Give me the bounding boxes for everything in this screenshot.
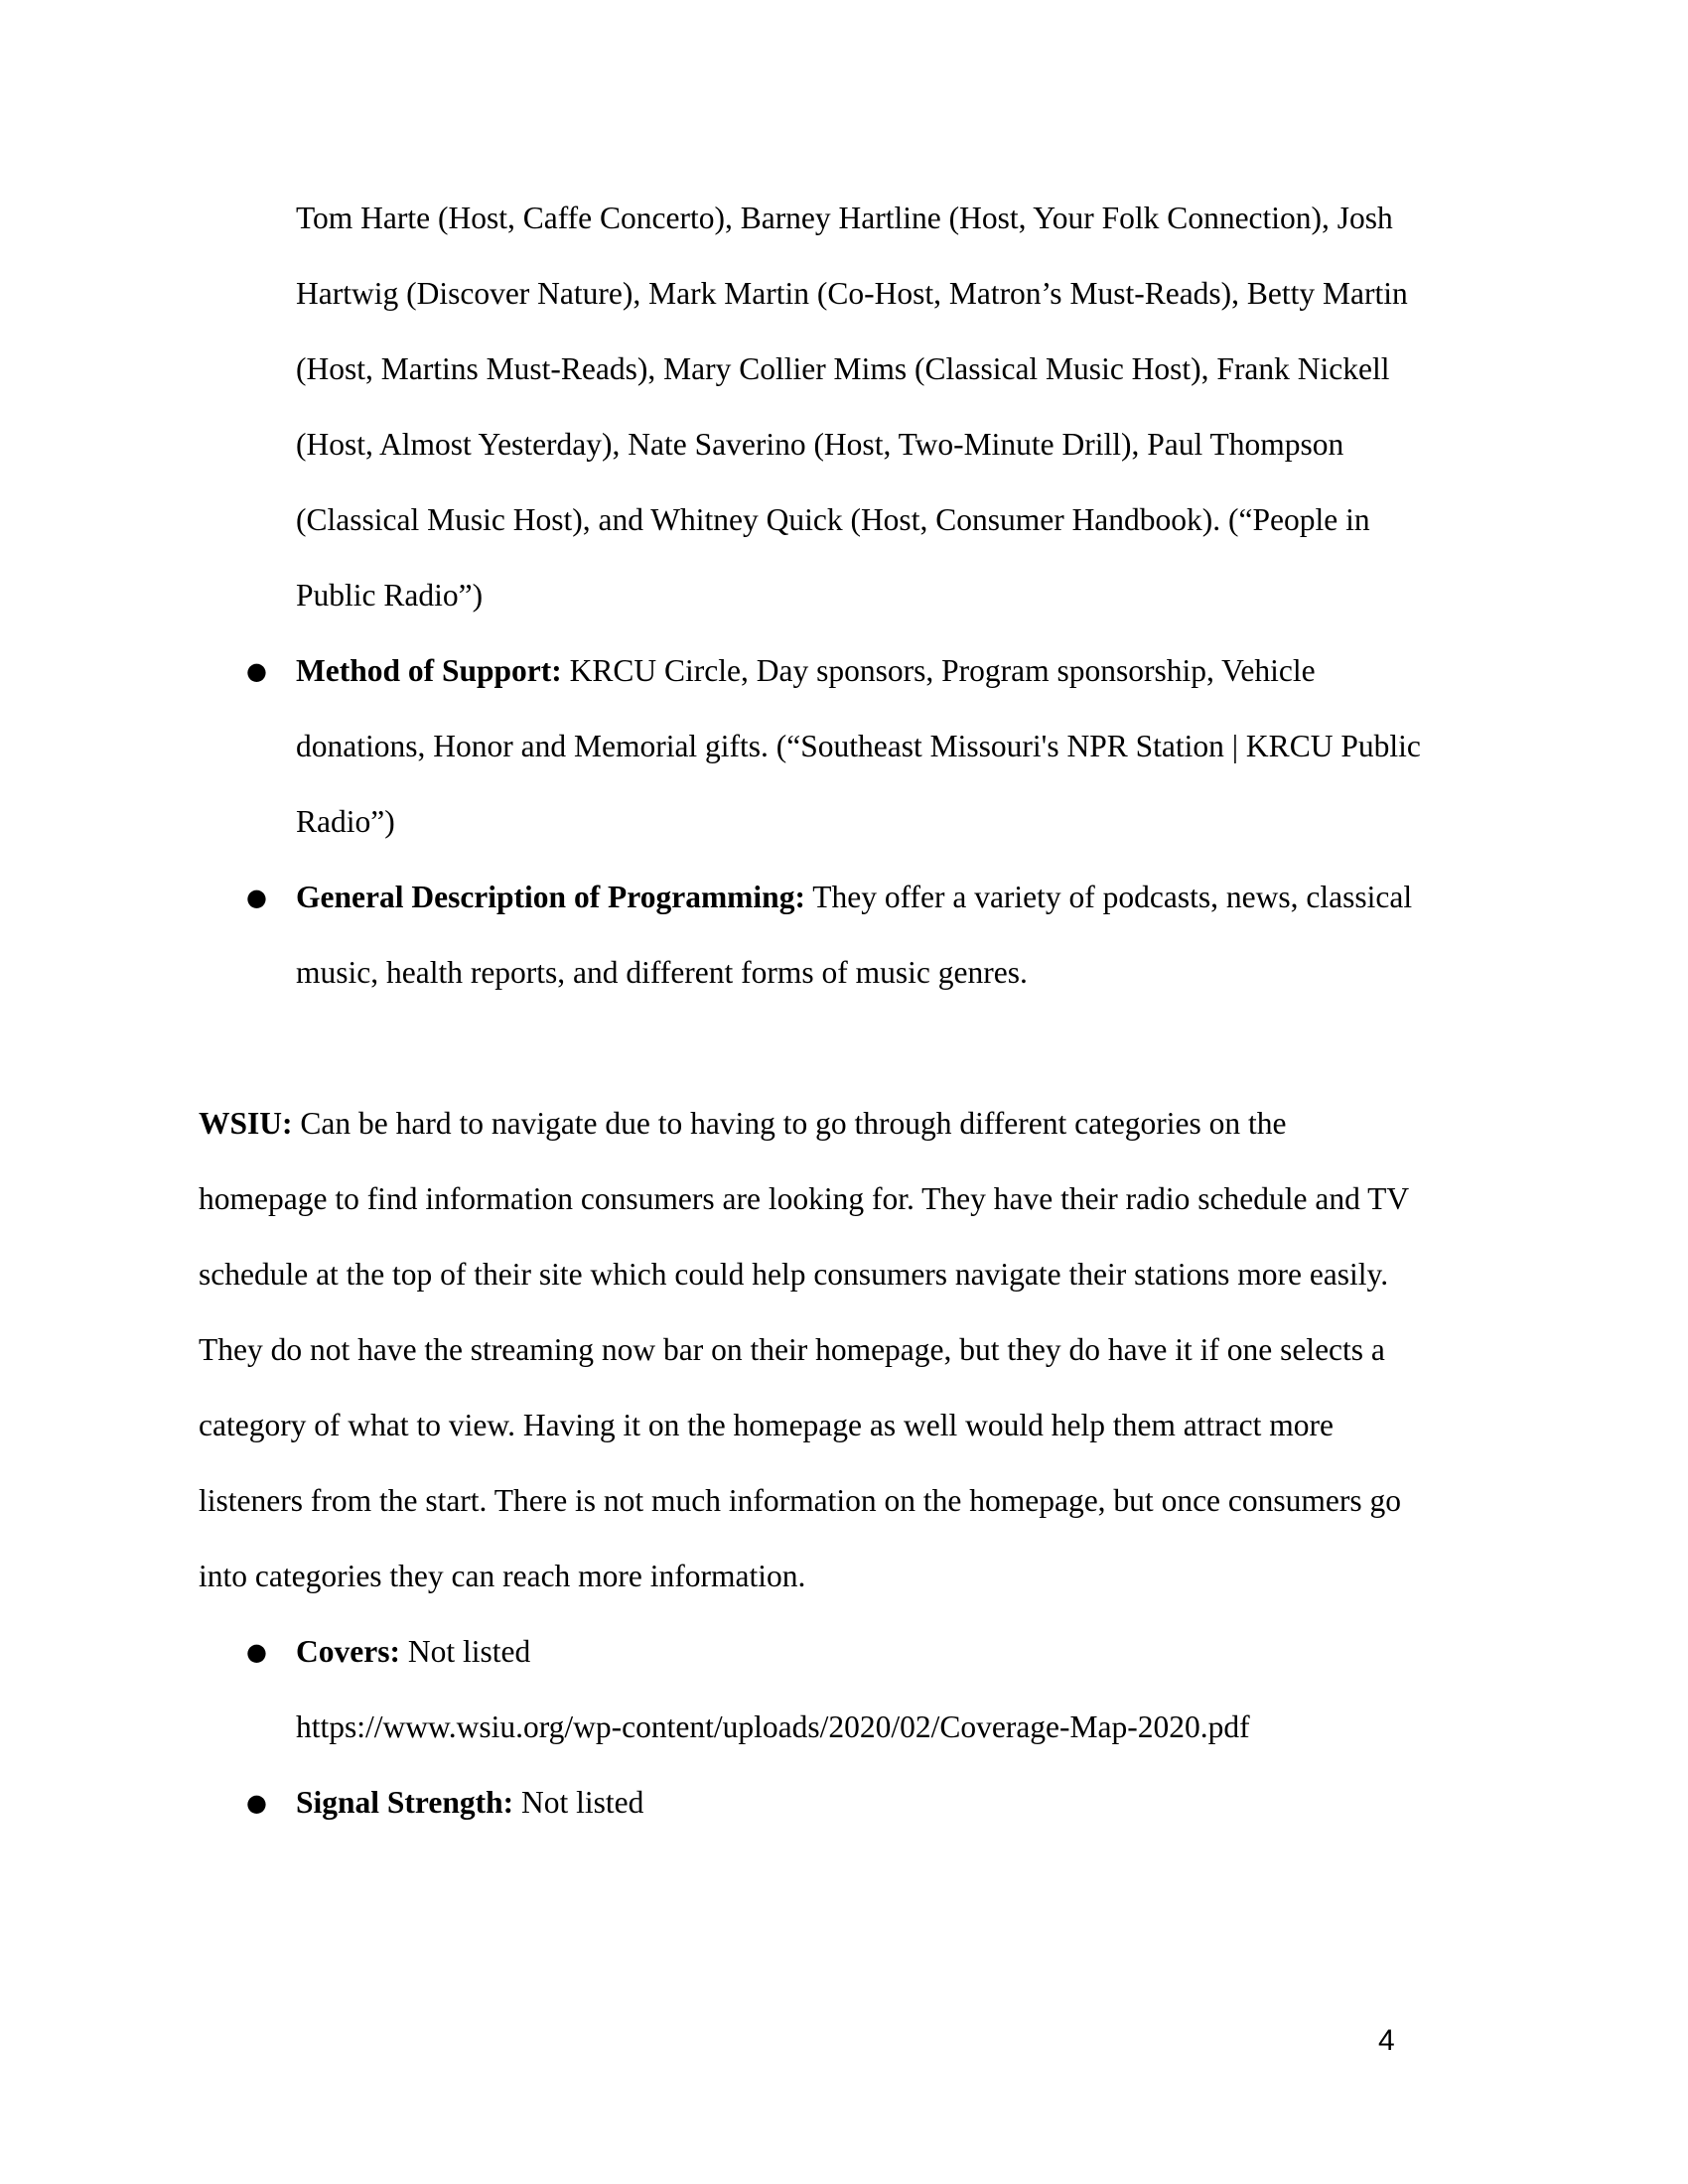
bullet-label: Method of Support:	[296, 653, 562, 688]
bullet-text-line: Radio”)	[296, 804, 395, 839]
bullet-item-signal-strength	[296, 1783, 643, 1823]
bullet-text: Not listed	[513, 1785, 644, 1820]
bullet-item-covers	[296, 1632, 530, 1672]
wsiu-paragraph-line: into categories they can reach more information.	[199, 1559, 806, 1593]
bullet-item-programming	[296, 878, 1412, 917]
wsiu-paragraph-line: schedule at the top of their site which could help consumers navigate their stations more easily.	[199, 1257, 1389, 1292]
paragraph-line: (Host, Martins Must-Reads), Mary Collier Mims (Classical Music Host), Frank Nickell	[296, 351, 1390, 386]
paragraph-line: (Host, Almost Yesterday), Nate Saverino (Host, Two-Minute Drill), Paul Thompson	[296, 427, 1344, 462]
bullet-item-method-of-support	[296, 651, 1316, 691]
bullet-marker: ●	[246, 1638, 267, 1666]
bullet-label: General Description of Programming:	[296, 880, 805, 914]
wsiu-paragraph-line: They do not have the streaming now bar on their homepage, but they do have it if one selects a	[199, 1332, 1385, 1367]
wsiu-paragraph-line: homepage to find information consumers are looking for. They have their radio schedule and TV	[199, 1181, 1410, 1216]
bullet-marker: ●	[246, 1789, 267, 1817]
page-number: 4	[1378, 2024, 1395, 2057]
paragraph-line: Tom Harte (Host, Caffe Concerto), Barney Hartline (Host, Your Folk Connection), Josh	[296, 201, 1393, 235]
bullet-label: Signal Strength:	[296, 1785, 514, 1820]
bullet-label: Covers:	[296, 1634, 400, 1669]
paragraph-line: Hartwig (Discover Nature), Mark Martin (Co-Host, Matron’s Must-Reads), Betty Martin	[296, 276, 1408, 311]
wsiu-paragraph-line: category of what to view. Having it on the homepage as well would help them attract more	[199, 1408, 1334, 1442]
wsiu-paragraph-first-line	[199, 1104, 1287, 1144]
coverage-map-url: https://www.wsiu.org/wp-content/uploads/2020/02/Coverage-Map-2020.pdf	[296, 1709, 1250, 1744]
bullet-marker: ●	[246, 884, 267, 911]
bullet-text: They offer a variety of podcasts, news, classical	[804, 880, 1413, 914]
bullet-text: Not listed	[399, 1634, 531, 1669]
paragraph-line: (Classical Music Host), and Whitney Quick (Host, Consumer Handbook). (“People in	[296, 502, 1370, 537]
bullet-marker: ●	[246, 657, 267, 685]
wsiu-paragraph-line: listeners from the start. There is not much information on the homepage, but once consumers go	[199, 1483, 1401, 1518]
bullet-text: KRCU Circle, Day sponsors, Program sponsorship, Vehicle	[561, 653, 1316, 688]
wsiu-label: WSIU:	[199, 1106, 293, 1141]
paragraph-line: Public Radio”)	[296, 578, 484, 613]
bullet-text-line: music, health reports, and different forms of music genres.	[296, 955, 1028, 990]
bullet-text-line: donations, Honor and Memorial gifts. (“Southeast Missouri's NPR Station | KRCU Public	[296, 729, 1421, 763]
wsiu-text: Can be hard to navigate due to having to go through different categories on the	[292, 1106, 1287, 1141]
